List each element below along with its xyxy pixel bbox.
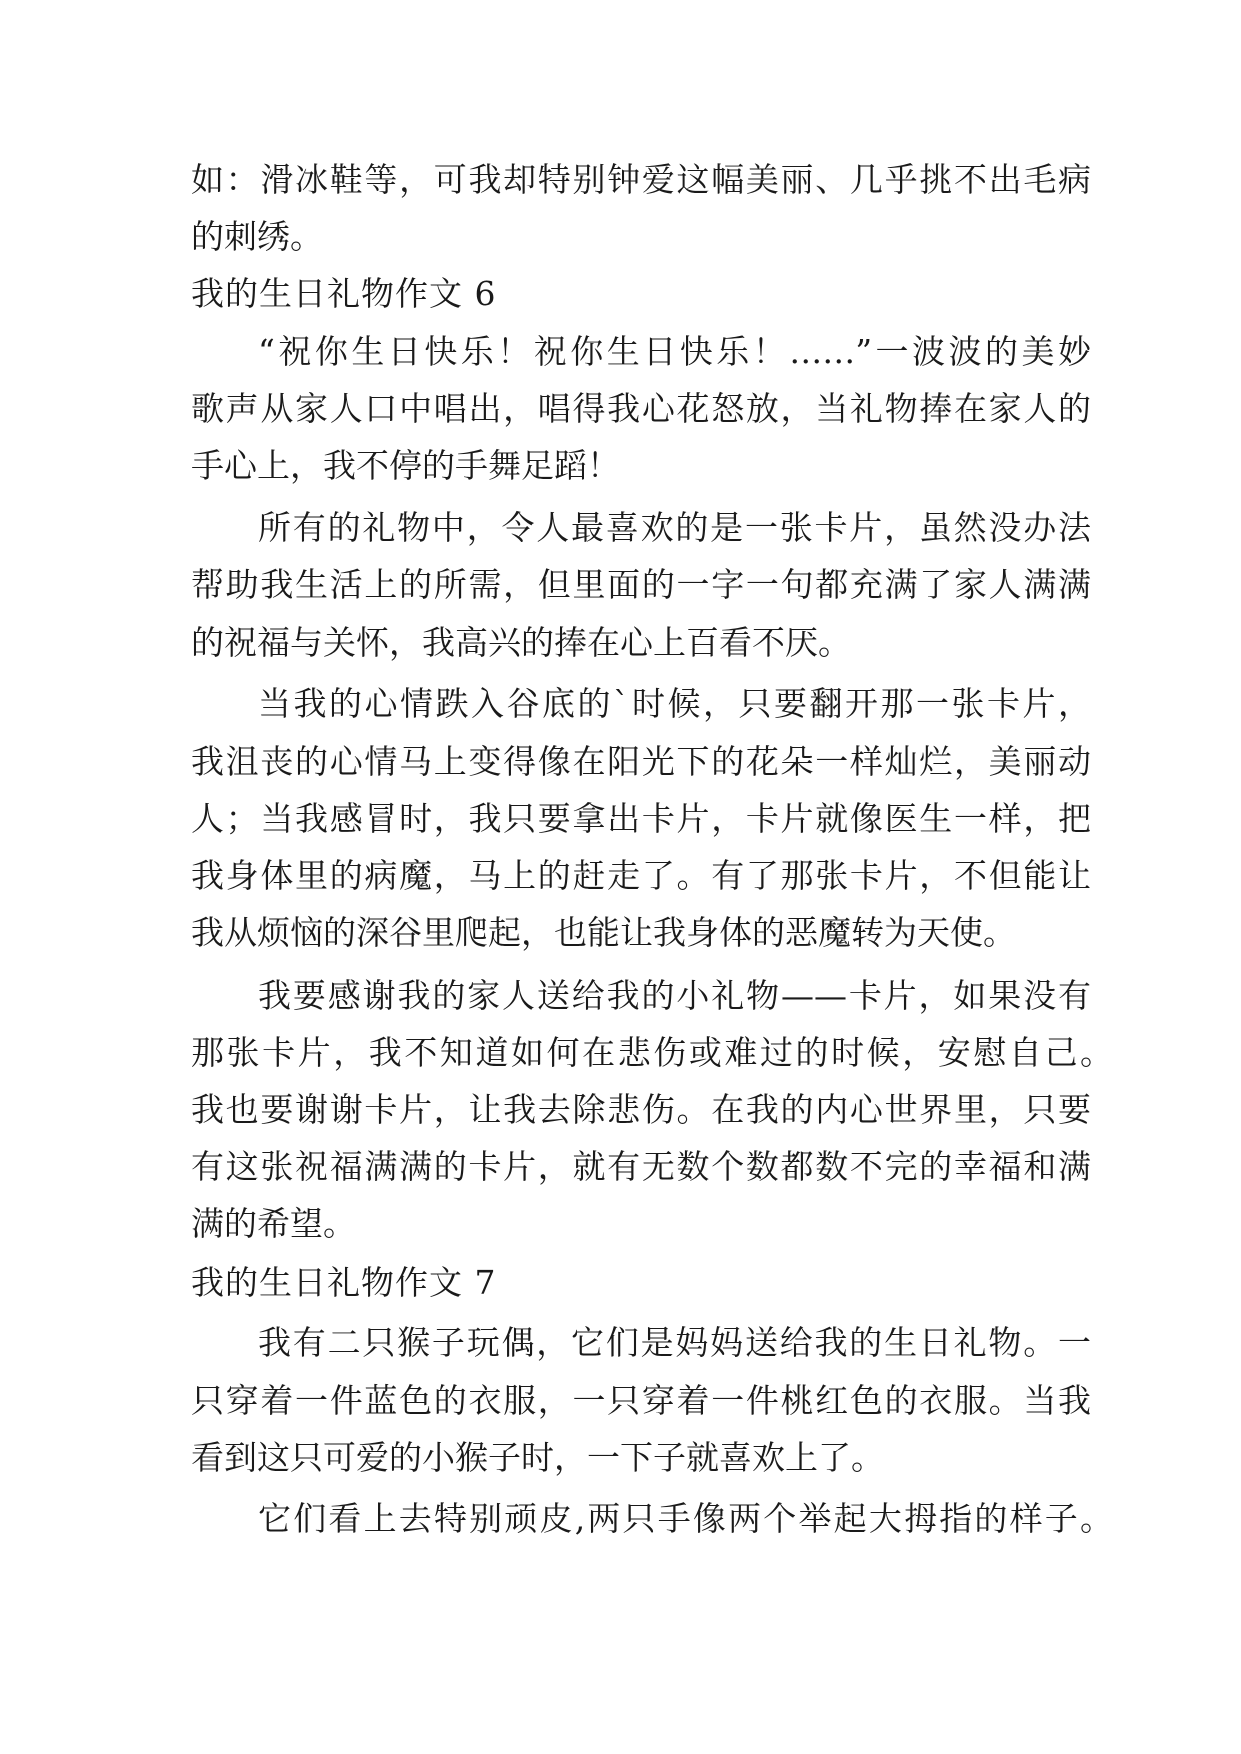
text-line: 我从烦恼的深谷里爬起，也能让我身体的恶魔转为天使。 [191,913,1016,952]
text-line: 只穿着一件蓝色的衣服，一只穿着一件桃红色的衣服。当我 [191,1381,1091,1420]
section-heading: 我的生日礼物作文 7 [191,1263,497,1302]
text-line: 帮助我生活上的所需，但里面的一字一句都充满了家人满满 [191,565,1091,604]
text-line: 的祝福与关怀，我高兴的捧在心上百看不厌。 [191,623,851,662]
text-line: 看到这只可爱的小猴子时，一下子就喜欢上了。 [191,1438,884,1477]
text-line: 如：滑冰鞋等，可我却特别钟爱这幅美丽、几乎挑不出毛病 [191,160,1091,199]
text-line: 那张卡片，我不知道如何在悲伤或难过的时候，安慰自己。 [191,1033,1113,1072]
text-line: 我沮丧的心情马上变得像在阳光下的花朵一样灿烂，美丽动 [191,742,1091,781]
text-line: 我身体里的病魔，马上的赶走了。有了那张卡片，不但能让 [191,856,1091,895]
text-line: 我也要谢谢卡片，让我去除悲伤。在我的内心世界里，只要 [191,1090,1091,1129]
text-line: “祝你生日快乐！祝你生日快乐！……”一波波的美妙 [258,332,1091,371]
text-line: 当我的心情跌入谷底的`时候，只要翻开那一张卡片， [258,684,1091,723]
text-line: 我有二只猴子玩偶，它们是妈妈送给我的生日礼物。一 [258,1323,1091,1362]
text-line: 满的希望。 [191,1204,356,1243]
text-line: 所有的礼物中，令人最喜欢的是一张卡片，虽然没办法 [258,508,1091,547]
text-line: 我要感谢我的家人送给我的小礼物——卡片，如果没有 [258,976,1091,1015]
text-line: 的刺绣。 [191,217,323,256]
text-line: 它们看上去特别顽皮,两只手像两个举起大拇指的样子。 [258,1499,1113,1538]
text-line: 歌声从家人口中唱出，唱得我心花怒放，当礼物捧在家人的 [191,389,1091,428]
text-line: 有这张祝福满满的卡片，就有无数个数都数不完的幸福和满 [191,1147,1091,1186]
text-line: 手心上，我不停的手舞足蹈！ [191,446,620,485]
section-heading: 我的生日礼物作文 6 [191,274,497,313]
text-line: 人；当我感冒时，我只要拿出卡片，卡片就像医生一样，把 [191,799,1091,838]
